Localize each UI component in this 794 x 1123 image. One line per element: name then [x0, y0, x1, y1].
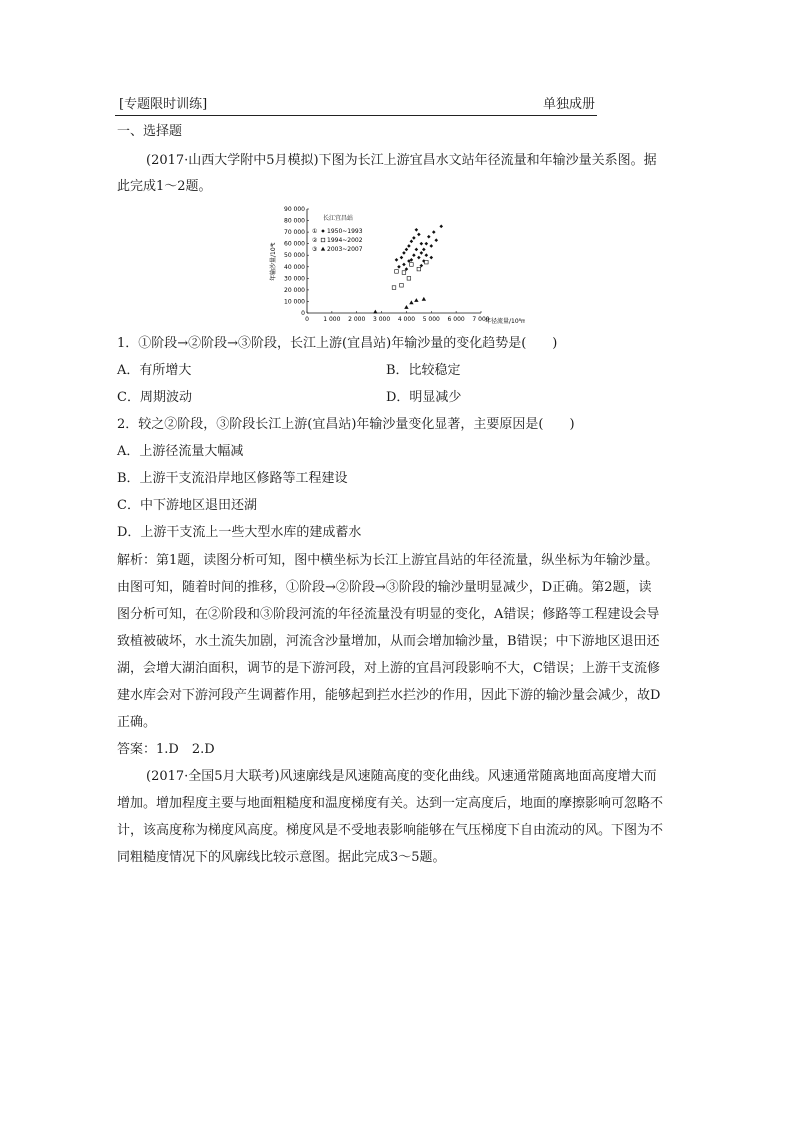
legend-period: 1994~2002 [327, 237, 363, 244]
q2-stem: 2．较之②阶段，③阶段长江上游(宜昌站)年输沙量变化显著，主要原因是( ) [117, 417, 575, 432]
y-tick-label: 0 [301, 310, 305, 317]
legend-period: 2003~2007 [327, 246, 363, 253]
analysis-line: 建水库会对下游河段产生调蓄作用，能够起到拦水拦沙的作用，因此下游的输沙量会减少，故D [117, 688, 661, 703]
chart-svg [265, 203, 525, 325]
y-tick-label: 80 000 [284, 217, 305, 225]
q2-option-a: A．上游径流量大幅减 [117, 444, 244, 459]
x-tick-label: 4 000 [397, 316, 416, 323]
data-point [417, 267, 421, 271]
data-point [404, 305, 408, 309]
chart-axes [284, 206, 490, 323]
data-point [395, 258, 399, 262]
intro2-line: 同粗糙度情况下的风廓线比较示意图。据此完成3～5题。 [117, 850, 446, 865]
analysis-line: 图分析可知，在②阶段和③阶段河流的年径流量没有明显的变化，A错误；修路等工程建设会导 [117, 607, 660, 622]
intro1-line1: (2017·山西大学附中5月模拟)下图为长江上游宜昌水文站年径流量和年输沙量关系图。据 [146, 153, 657, 168]
analysis-line: 正确。 [117, 715, 157, 730]
intro2-line: (2017·全国5月大联考)风速廓线是风速随高度的变化曲线。风速通常随离地面高度增大而 [146, 769, 657, 784]
legend-number: ③ [312, 246, 318, 253]
data-point [422, 297, 426, 301]
data-point [414, 298, 418, 302]
q1-option-a: A．有所增大 [117, 363, 192, 378]
q1-stem: 1．①阶段→②阶段→③阶段，长江上游(宜昌站)年输沙量的变化趋势是( ) [117, 336, 558, 351]
data-point [434, 238, 438, 242]
sediment-runoff-chart [265, 203, 525, 325]
data-point [402, 271, 406, 275]
chart-title: 长江宜昌站 [323, 215, 354, 222]
data-point [420, 264, 424, 268]
data-point [400, 283, 404, 287]
y-tick-label: 50 000 [284, 252, 305, 260]
data-point [395, 270, 399, 274]
data-point [429, 256, 433, 260]
data-point [407, 244, 411, 248]
data-point [405, 248, 409, 252]
x-tick-label: 1 000 [323, 316, 341, 323]
q1-option-b: B．比较稳定 [386, 363, 461, 378]
q1-option-c: C．周期波动 [117, 390, 192, 405]
data-point [417, 256, 421, 260]
y-tick-label: 10 000 [284, 298, 305, 306]
data-point [425, 253, 429, 257]
data-point [420, 251, 424, 255]
legend-marker [321, 229, 325, 233]
x-tick-label: 3 000 [372, 316, 391, 323]
data-point [427, 235, 431, 239]
legend-number: ② [312, 237, 318, 244]
legend-period: 1950~1993 [327, 228, 363, 235]
y-tick-label: 70 000 [284, 229, 305, 237]
answer-line: 答案：1.D 2.D [117, 742, 215, 757]
data-point [397, 265, 401, 269]
x-tick-label: 2 000 [348, 316, 366, 323]
page-header [115, 97, 597, 116]
data-point [410, 263, 414, 267]
data-point [402, 251, 406, 255]
chart-legend [312, 228, 363, 253]
x-tick-label: 6 000 [447, 316, 465, 323]
analysis-line: 致植被破坏，水土流失加剧，河流含沙量增加，从而会增加输沙量，B错误；中下游地区退田还 [117, 634, 660, 649]
q2-option-b: B．上游干支流沿岸地区修路等工程建设 [117, 471, 348, 486]
legend-marker [321, 238, 325, 242]
data-point [410, 240, 414, 244]
data-point [409, 300, 413, 304]
intro2-line: 增加。增加程度主要与地面粗糙度和温度梯度有关。达到一定高度后，地面的摩擦影响可忽略不 [117, 796, 664, 811]
analysis-line: 湖，会增大湖泊面积，调节的是下游河段，对上游的宜昌河段影响不大，C错误；上游干支流修 [117, 661, 660, 676]
y-tick-label: 30 000 [284, 275, 305, 283]
data-point [415, 228, 419, 232]
header-left-label: [专题限时训练] [119, 97, 208, 112]
data-point [392, 286, 396, 290]
data-point [402, 263, 406, 267]
data-point [420, 242, 424, 246]
data-point [373, 310, 377, 314]
intro1-line2: 此完成1～2题。 [117, 179, 212, 194]
data-point [422, 248, 426, 252]
chart-xlabel: 年径流量/10⁸m³ [485, 318, 525, 325]
y-tick-label: 60 000 [284, 240, 305, 248]
data-point [432, 230, 436, 234]
data-point [407, 277, 411, 281]
y-tick-label: 90 000 [284, 206, 305, 213]
analysis-line: 解析：第1题，读图分析可知，图中横坐标为长江上游宜昌站的年径流量，纵坐标为年输沙量。 [117, 553, 659, 568]
y-tick-label: 40 000 [284, 263, 305, 271]
legend-number: ① [312, 228, 318, 235]
x-tick-label: 7 000 [472, 316, 490, 323]
section-title: 一、选择题 [117, 124, 183, 139]
header-right-label: 单独成册 [542, 97, 595, 112]
y-tick-label: 20 000 [284, 286, 305, 294]
data-point [412, 253, 416, 257]
data-point [425, 242, 429, 246]
data-point [412, 236, 416, 240]
q1-option-d: D．明显减少 [386, 390, 462, 405]
data-point [400, 256, 404, 260]
q2-option-c: C．中下游地区退田还湖 [117, 498, 257, 513]
x-tick-label: 0 [305, 316, 309, 323]
legend-marker [321, 247, 325, 251]
data-point [439, 225, 443, 229]
q2-option-d: D．上游干支流上一些大型水库的建成蓄水 [117, 525, 362, 540]
analysis-line: 由图可知，随着时间的推移，①阶段→②阶段→③阶段的输沙量明显减少，D正确。第2题，读 [117, 580, 652, 595]
data-point [405, 267, 409, 271]
data-point [429, 244, 433, 248]
x-tick-label: 5 000 [422, 316, 440, 323]
data-point [415, 248, 419, 252]
data-point [425, 260, 429, 264]
chart-points [373, 225, 443, 314]
chart-ylabel: 年输沙量/10⁴t [270, 242, 277, 281]
data-point [417, 233, 421, 237]
intro2-line: 计，该高度称为梯度风高度。梯度风是不受地表影响能够在气压梯度下自由流动的风。下图为不 [117, 823, 664, 838]
